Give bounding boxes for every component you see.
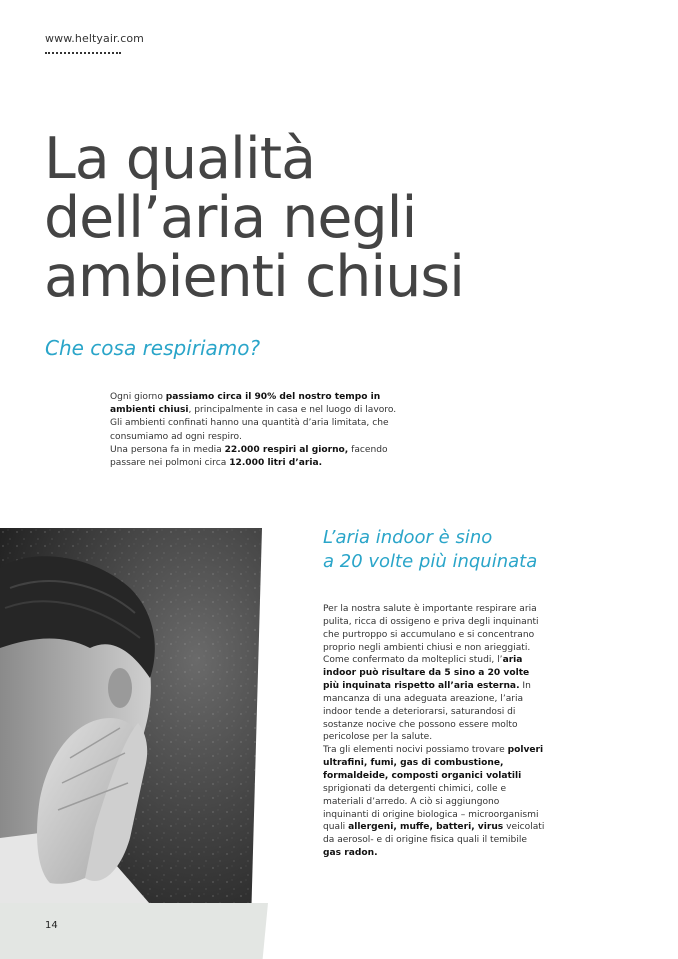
section-heading-line-2: a 20 volte più inquinata <box>323 551 538 572</box>
intro-text: Una persona fa in media <box>110 444 225 455</box>
section-heading <box>323 526 623 574</box>
title-line-3: ambienti chiusi <box>44 244 464 310</box>
intro-highlight: passiamo circa il 90% del nostro tempo in ambienti chiusi <box>110 392 381 416</box>
body-text: Tra gli elementi nocivi possiamo trovare <box>323 745 508 756</box>
title-line-1: La qualità <box>44 126 315 192</box>
intro-text: , principalmente in casa e nel luogo di lavoro. Gli ambienti confinati hanno una quantità d’aria limitata, che consumiamo ad ogni respiro. <box>110 405 397 442</box>
body-highlight: allergeni, muffe, batteri, virus <box>348 822 504 833</box>
dotted-divider <box>45 52 121 54</box>
intro-highlight: 12.000 litri d’aria. <box>229 458 323 469</box>
sneezing-man-photo <box>0 528 262 904</box>
title-line-2: dell’aria negli <box>44 185 417 251</box>
intro-paragraph <box>110 391 410 470</box>
body-text: sprigionati da detergenti chimici, colle e materiali d’arredo. A ciò si aggiungono inquinanti di origine biologica – microorganismi quali <box>323 783 539 833</box>
body-text: In mancanza di una adeguata areazione, l’aria indoor tende a deteriorarsi, saturandosi di sostanze nocive che possono essere molto pericolose per la salute. <box>323 681 531 743</box>
website-url: www.heltyair.com <box>45 32 144 45</box>
body-highlight: gas radon. <box>323 848 378 859</box>
section-heading-line-1: L’aria indoor è sino <box>323 527 493 548</box>
intro-text: facendo passare nei polmoni circa <box>110 444 388 469</box>
body-highlight: polveri ultrafini, fumi, gas di combustione, formaldeide, composti organici volatili <box>323 745 544 781</box>
body-highlight: aria indoor può risultare da 5 sino a 20 volte più inquinata rispetto all’aria esterna. <box>323 655 530 692</box>
body-text: veicolati da aerosol- e di origine fisica quali il temibile <box>323 822 545 846</box>
intro-highlight: 22.000 respiri al giorno, <box>224 444 349 455</box>
section-body <box>323 603 545 860</box>
page-title <box>44 126 644 310</box>
bottom-band <box>0 903 268 959</box>
intro-text: Ogni giorno <box>110 392 166 402</box>
subtitle: Che cosa respiriamo? <box>45 336 261 360</box>
body-text: Per la nostra salute è importante respirare aria pulita, ricca di ossigeno e priva degli inquinanti che purtroppo si accumulano e si concentrano proprio negli ambienti chiusi e non arieggiati. Come confermato da molteplici studi, l’ <box>323 604 539 666</box>
page-number: 14 <box>45 920 58 931</box>
